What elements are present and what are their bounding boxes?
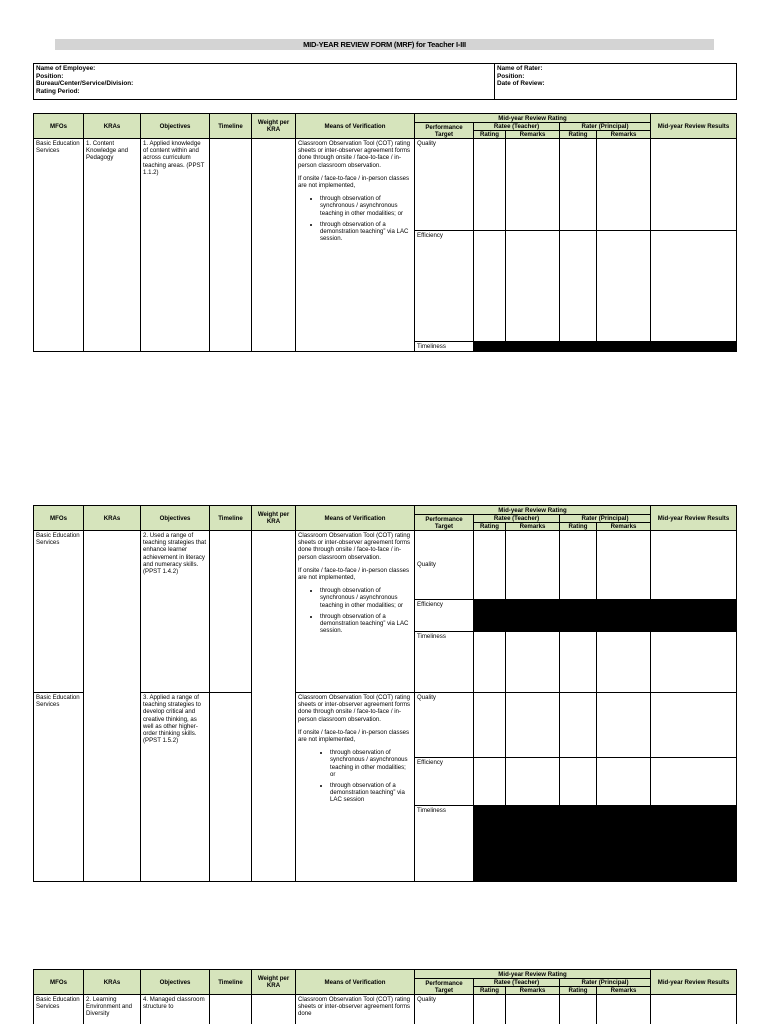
header-midyear-rating: Mid-year Review Rating bbox=[415, 114, 651, 123]
header-rater-rating: Rating bbox=[560, 523, 597, 531]
target-efficiency: Efficiency bbox=[415, 231, 474, 342]
target-quality: Quality bbox=[415, 139, 474, 231]
mov-bullet-list bbox=[298, 587, 412, 634]
rater-rating-cell[interactable] bbox=[560, 693, 597, 758]
header-rater-rating: Rating bbox=[560, 987, 597, 995]
rater-fields bbox=[494, 64, 545, 100]
results-cell[interactable] bbox=[651, 758, 737, 806]
header-ratee: Ratee (Teacher) bbox=[474, 123, 560, 131]
mfo-cell: Basic Education Services bbox=[34, 693, 84, 882]
mov-not-implemented-text: If onsite / face-to-face / in-person classes are not implemented, bbox=[298, 566, 410, 582]
review-table-2 bbox=[33, 505, 737, 882]
employee-info-box bbox=[33, 63, 737, 100]
header-performance-target: Performance Target bbox=[415, 515, 474, 531]
results-cell[interactable] bbox=[651, 531, 737, 600]
header-weight: Weight per KRA bbox=[252, 506, 296, 531]
results-cell[interactable] bbox=[651, 693, 737, 758]
target-quality: Quality bbox=[415, 995, 474, 1024]
header-weight: Weight per KRA bbox=[252, 970, 296, 995]
header-timeline: Timeline bbox=[210, 506, 252, 531]
weight-cell[interactable] bbox=[252, 531, 296, 882]
mov-cot-text: Classroom Observation Tool (COT) rating sheets or inter-observer agreement forms done bbox=[298, 996, 411, 1018]
mov-bullet-list bbox=[298, 195, 412, 242]
review-table-3 bbox=[33, 969, 737, 1024]
header-timeline: Timeline bbox=[210, 970, 252, 995]
header-ratee: Ratee (Teacher) bbox=[474, 515, 560, 523]
kra-cell: 2. Learning Environment and Diversity bbox=[84, 995, 141, 1024]
ratee-rating-cell[interactable] bbox=[474, 995, 506, 1024]
header-rater-remarks: Remarks bbox=[597, 523, 651, 531]
bureau-field: Bureau/Center/Service/Division: bbox=[36, 80, 134, 88]
header-mfos: MFOs bbox=[34, 506, 84, 531]
header-kras: KRAs bbox=[84, 970, 141, 995]
target-quality: Quality bbox=[415, 531, 474, 600]
blackout-cell bbox=[651, 600, 737, 632]
timeline-cell[interactable] bbox=[210, 139, 252, 352]
header-ratee-rating: Rating bbox=[474, 523, 506, 531]
mov-bullet: • through observation of synchronous / asynchronous teaching in other modalities; or bbox=[320, 587, 412, 609]
mfo-cell: Basic Education Services bbox=[34, 139, 84, 352]
rater-rating-cell[interactable] bbox=[560, 995, 597, 1024]
blackout-cell bbox=[651, 806, 737, 882]
results-cell[interactable] bbox=[651, 139, 737, 231]
mov-not-implemented-text: If onsite / face-to-face / in-person classes are not implemented, bbox=[298, 728, 410, 744]
blackout-cell bbox=[474, 600, 506, 632]
ratee-remarks-cell[interactable] bbox=[506, 995, 560, 1024]
ratee-remarks-cell[interactable] bbox=[506, 693, 560, 758]
mov-cell bbox=[296, 531, 415, 693]
ratee-rating-cell[interactable] bbox=[474, 632, 506, 693]
rating-period-field: Rating Period: bbox=[36, 87, 80, 95]
ratee-rating-cell[interactable] bbox=[474, 693, 506, 758]
mov-bullet-list bbox=[298, 749, 412, 803]
header-mfos: MFOs bbox=[34, 970, 84, 995]
mov-cell bbox=[296, 139, 415, 352]
header-mov: Means of Verification bbox=[296, 970, 415, 995]
rater-remarks-cell[interactable] bbox=[597, 531, 651, 600]
blackout-cell bbox=[506, 806, 560, 882]
mfo-cell: Basic Education Services bbox=[34, 531, 84, 693]
review-date-field: Date of Review: bbox=[497, 80, 545, 88]
ratee-remarks-cell[interactable] bbox=[506, 531, 560, 600]
header-results: Mid-year Review Results bbox=[651, 506, 737, 531]
weight-cell[interactable] bbox=[252, 995, 296, 1024]
table-3-clip bbox=[0, 966, 768, 1024]
target-efficiency: Efficiency bbox=[415, 600, 474, 632]
target-timeliness: Timeliness bbox=[415, 632, 474, 693]
form-title: MID-YEAR REVIEW FORM (MRF) for Teacher I-III bbox=[55, 39, 714, 50]
mfo-cell: Basic Education Services bbox=[34, 995, 84, 1024]
mov-not-implemented-text: If onsite / face-to-face / in-person classes are not implemented, bbox=[298, 174, 410, 190]
mov-bullet: • through observation of synchronous / asynchronous teaching in other modalities; or bbox=[330, 749, 412, 778]
header-mov: Means of Verification bbox=[296, 114, 415, 139]
header-rater-rating: Rating bbox=[560, 131, 597, 139]
objective-cell: 3. Applied a range of teaching strategies to develop critical and creative thinking, as well as other higher-order thinking skills. (PPST 1.5.2) bbox=[141, 693, 210, 882]
ratee-remarks-cell[interactable] bbox=[506, 139, 560, 231]
objective-cell: 4. Managed classroom structure to bbox=[141, 995, 210, 1024]
kra-cell bbox=[84, 531, 141, 882]
header-rater: Rater (Principal) bbox=[560, 979, 651, 987]
timeline-cell[interactable] bbox=[210, 995, 252, 1024]
blackout-cell bbox=[597, 342, 651, 352]
rater-remarks-cell[interactable] bbox=[597, 139, 651, 231]
target-timeliness: Timeliness bbox=[415, 806, 474, 882]
blackout-cell bbox=[560, 806, 597, 882]
header-ratee-rating: Rating bbox=[474, 987, 506, 995]
ratee-remarks-cell[interactable] bbox=[506, 231, 560, 342]
rater-rating-cell[interactable] bbox=[560, 632, 597, 693]
blackout-cell bbox=[560, 342, 597, 352]
mov-cot-text: Classroom Observation Tool (COT) rating sheets or inter-observer agreement forms done through onsite / face-to-face / in-person classroom observation. bbox=[298, 694, 411, 723]
rater-rating-cell[interactable] bbox=[560, 758, 597, 806]
ratee-remarks-cell[interactable] bbox=[506, 758, 560, 806]
objective-cell: 1. Applied knowledge of content within and across curriculum teaching areas. (PPST 1.1.2) bbox=[141, 139, 210, 352]
weight-cell[interactable] bbox=[252, 139, 296, 352]
employee-fields bbox=[36, 65, 133, 95]
header-kras: KRAs bbox=[84, 506, 141, 531]
review-table-1 bbox=[33, 113, 737, 352]
rater-position-field: Position: bbox=[497, 72, 525, 80]
blackout-cell bbox=[474, 806, 506, 882]
ratee-rating-cell[interactable] bbox=[474, 139, 506, 231]
blackout-cell bbox=[560, 600, 597, 632]
rater-rating-cell[interactable] bbox=[560, 139, 597, 231]
target-timeliness: Timeliness bbox=[415, 342, 474, 352]
blackout-cell bbox=[597, 600, 651, 632]
blackout-cell bbox=[474, 342, 506, 352]
mov-cot-text: Classroom Observation Tool (COT) rating sheets or inter-observer agreement forms done through onsite / face-to-face / in-person classroom observation. bbox=[298, 140, 411, 169]
timeline-cell[interactable] bbox=[210, 531, 252, 693]
header-rater-remarks: Remarks bbox=[597, 131, 651, 139]
header-rater: Rater (Principal) bbox=[560, 123, 651, 131]
kra-cell: 1. Content Knowledge and Pedagogy bbox=[84, 139, 141, 352]
results-cell[interactable] bbox=[651, 995, 737, 1024]
ratee-remarks-cell[interactable] bbox=[506, 632, 560, 693]
header-objectives: Objectives bbox=[141, 114, 210, 139]
blackout-cell bbox=[597, 806, 651, 882]
objective-cell: 2. Used a range of teaching strategies that enhance learner achievement in literacy and numeracy skills. (PPST 1.4.2) bbox=[141, 531, 210, 693]
header-ratee-remarks: Remarks bbox=[506, 523, 560, 531]
header-timeline: Timeline bbox=[210, 114, 252, 139]
results-cell[interactable] bbox=[651, 231, 737, 342]
rater-remarks-cell[interactable] bbox=[597, 693, 651, 758]
header-weight: Weight per KRA bbox=[252, 114, 296, 139]
header-objectives: Objectives bbox=[141, 970, 210, 995]
mov-cot-text: Classroom Observation Tool (COT) rating sheets or inter-observer agreement forms done through onsite / face-to-face / in-person classroom observation. bbox=[298, 532, 411, 561]
header-midyear-rating: Mid-year Review Rating bbox=[415, 970, 651, 979]
ratee-rating-cell[interactable] bbox=[474, 758, 506, 806]
header-rater-remarks: Remarks bbox=[597, 987, 651, 995]
header-ratee: Ratee (Teacher) bbox=[474, 979, 560, 987]
mov-bullet: • through observation of a demonstration teaching” via LAC session. bbox=[320, 221, 412, 243]
rater-name-field: Name of Rater: bbox=[497, 65, 543, 72]
header-mfos: MFOs bbox=[34, 114, 84, 139]
mov-cell bbox=[296, 693, 415, 882]
header-mov: Means of Verification bbox=[296, 506, 415, 531]
employee-name-field: Name of Employee: bbox=[36, 65, 96, 72]
rater-remarks-cell[interactable] bbox=[597, 632, 651, 693]
header-ratee-remarks: Remarks bbox=[506, 987, 560, 995]
rater-remarks-cell[interactable] bbox=[597, 995, 651, 1024]
header-ratee-remarks: Remarks bbox=[506, 131, 560, 139]
employee-position-field: Position: bbox=[36, 72, 64, 80]
mov-bullet: • through observation of synchronous / asynchronous teaching in other modalities; or bbox=[320, 195, 412, 217]
rater-rating-cell[interactable] bbox=[560, 531, 597, 600]
mov-cell bbox=[296, 995, 415, 1024]
header-rater: Rater (Principal) bbox=[560, 515, 651, 523]
mov-bullet: • through observation of a demonstration teaching” via LAC session bbox=[330, 782, 412, 804]
header-results: Mid-year Review Results bbox=[651, 114, 737, 139]
header-objectives: Objectives bbox=[141, 506, 210, 531]
rater-remarks-cell[interactable] bbox=[597, 758, 651, 806]
mov-bullet: • through observation of a demonstration teaching” via LAC session. bbox=[320, 613, 412, 635]
blackout-cell bbox=[506, 342, 560, 352]
header-results: Mid-year Review Results bbox=[651, 970, 737, 995]
results-cell[interactable] bbox=[651, 632, 737, 693]
header-performance-target: Performance Target bbox=[415, 979, 474, 995]
blackout-cell bbox=[651, 342, 737, 352]
rater-remarks-cell[interactable] bbox=[597, 231, 651, 342]
ratee-rating-cell[interactable] bbox=[474, 231, 506, 342]
rater-rating-cell[interactable] bbox=[560, 231, 597, 342]
header-ratee-rating: Rating bbox=[474, 131, 506, 139]
header-kras: KRAs bbox=[84, 114, 141, 139]
target-quality: Quality bbox=[415, 693, 474, 758]
blackout-cell bbox=[506, 600, 560, 632]
timeline-cell[interactable] bbox=[210, 693, 252, 882]
header-midyear-rating: Mid-year Review Rating bbox=[415, 506, 651, 515]
target-efficiency: Efficiency bbox=[415, 758, 474, 806]
header-performance-target: Performance Target bbox=[415, 123, 474, 139]
ratee-rating-cell[interactable] bbox=[474, 531, 506, 600]
